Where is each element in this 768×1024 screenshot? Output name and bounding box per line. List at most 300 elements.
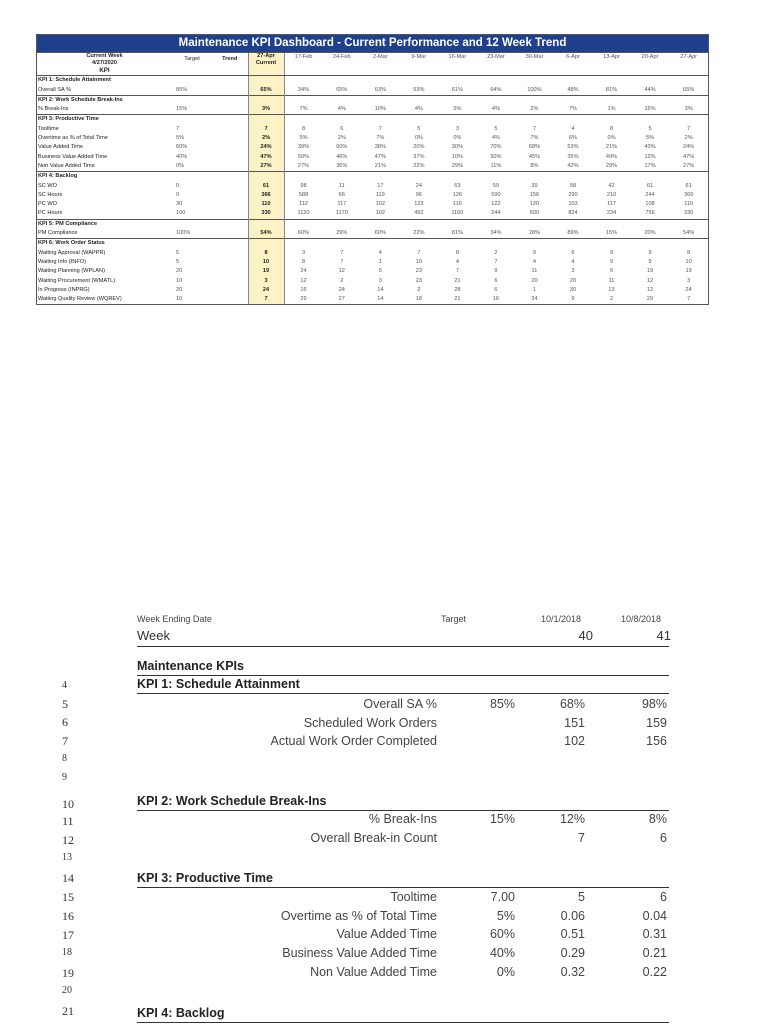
kpi-metric-label: Waiting Planning (WPLAN) — [38, 268, 105, 275]
kpi-data-row — [37, 86, 708, 96]
kpi-metric-label: Tooltime — [390, 890, 437, 904]
target-header: Target — [184, 56, 200, 63]
kpi-week-value: 42 — [608, 182, 615, 189]
kpi-week-value: 7% — [299, 106, 308, 113]
kpi-trend — [212, 134, 248, 143]
week-date-1: 10/1/2018 — [541, 614, 582, 624]
spreadsheet-row-number: 20 — [62, 985, 72, 996]
kpi-week-value: 1 — [378, 258, 382, 265]
kpi-week-value: 14 — [377, 286, 384, 293]
kpi-week-value: 2 — [494, 249, 498, 256]
week-header: 13-Apr — [603, 54, 620, 60]
kpi-week-value: 36% — [336, 162, 348, 169]
kpi-section-title: KPI 1: Schedule Attainment — [137, 677, 300, 691]
kpi-metric-label: Business Value Added Time — [282, 946, 437, 961]
kpi-week-value: 24 — [338, 286, 345, 293]
kpi-week-value: 61 — [685, 182, 692, 189]
kpi-week-value: 65% — [683, 86, 695, 93]
kpi-trend — [212, 277, 248, 286]
kpi-week-value: 492 — [414, 210, 424, 217]
kpi-week-value: 7 — [455, 268, 459, 275]
kpi-target-value: 40% — [489, 946, 515, 961]
kpi-week-value: 4% — [491, 106, 500, 113]
kpi-section-title-row — [37, 219, 708, 229]
kpi-data-row — [37, 182, 708, 191]
kpi-week-value: 9 — [532, 249, 537, 256]
kpi-current: 8 — [248, 249, 284, 258]
kpi-week-value: 0% — [414, 135, 423, 142]
kpi-week-value: 10% — [374, 106, 386, 113]
kpi-week-value: 1170 — [335, 210, 348, 217]
kpi-week-value: 9 — [571, 296, 575, 303]
kpi-week-value: 4% — [337, 106, 346, 113]
kpi-week-value: 108 — [645, 201, 655, 208]
kpi-metric-label: Overall Break-in Count — [310, 830, 437, 845]
kpi-current: 10 — [248, 258, 284, 267]
kpi-week-value: 39% — [297, 144, 310, 151]
kpi-target-value: 85% — [489, 697, 515, 711]
kpi-week-value: 9 — [494, 268, 498, 275]
kpi-week-value: 10% — [451, 153, 463, 160]
kpi-week1-value: 12% — [559, 812, 585, 826]
kpi-week1-value: 0.51 — [560, 927, 585, 942]
kpi-week-value: 27% — [297, 162, 310, 169]
kpi-week-value: 11 — [531, 268, 538, 275]
kpi-trend — [212, 229, 248, 239]
kpi-week-value: 19 — [685, 268, 692, 275]
dashboard-header-row — [37, 53, 708, 66]
kpi-week-value: 123 — [414, 201, 424, 208]
kpi-week-value: 20% — [644, 230, 656, 237]
kpi-metric-label: Overtime as % of Total Time — [38, 135, 108, 142]
spreadsheet-row-number: 14 — [62, 871, 74, 885]
target-label: Target — [441, 614, 467, 624]
kpi-week-value: 70% — [490, 144, 502, 151]
kpi-week-value: 116 — [452, 201, 462, 208]
kpi-week-value: 20% — [413, 144, 425, 151]
kpi-current: 61 — [248, 182, 284, 191]
kpi-week-value: 13 — [608, 286, 615, 293]
spreadsheet-row-number: 15 — [62, 890, 74, 904]
kpi-current: 54% — [248, 229, 284, 239]
kpi-week-value: 12% — [644, 153, 656, 160]
week-header: 6-Apr — [566, 54, 580, 60]
kpi-week-value: 210 — [606, 191, 617, 198]
kpi-trend — [212, 125, 248, 134]
dashboard-title: Maintenance KPI Dashboard - Current Performance and 12 Week Trend — [37, 35, 708, 53]
spreadsheet-row-number: 19 — [62, 966, 74, 980]
kpi-week-value: 11 — [608, 277, 615, 284]
kpi-week-value: 47% — [683, 153, 695, 160]
kpi-week-value: 81% — [451, 230, 463, 237]
kpi-week2-value: 6 — [660, 830, 667, 845]
kpi-section-title: KPI 2: Work Schedule Break-Ins — [37, 95, 172, 105]
kpi-week-value: 11% — [490, 162, 502, 169]
week-ending-row — [137, 614, 673, 626]
spreadsheet-row-number: 11 — [62, 814, 74, 828]
kpi-week2-value: 98% — [641, 697, 667, 711]
kpi-target: 10 — [176, 277, 183, 284]
kpi-trend — [212, 86, 248, 96]
kpi-section-title: KPI 4: Backlog — [37, 172, 172, 182]
kpi-target: 0% — [176, 162, 185, 169]
kpi-week-value: 0% — [453, 135, 462, 142]
kpi-week-value: 53% — [413, 86, 425, 93]
kpi-week-value: 102 — [375, 201, 385, 208]
kpi-metric-row — [137, 734, 673, 750]
kpi-target: 5 — [176, 258, 180, 265]
kpi-week-value: 126 — [452, 191, 463, 198]
kpi-week-value: 4 — [378, 249, 382, 256]
kpi-week-value: 54% — [683, 230, 695, 237]
kpi-week-value: 23 — [415, 268, 422, 275]
kpi-week-value: 46% — [336, 153, 348, 160]
spreadsheet-row-number: 21 — [62, 1004, 74, 1018]
kpi-week-value: 2% — [684, 135, 693, 142]
kpi-week-value: 7 — [340, 258, 344, 265]
week-number-1: 40 — [578, 628, 593, 643]
week-ending-label: Week Ending Date — [137, 614, 212, 624]
kpi-week-value: 110 — [684, 201, 694, 208]
kpi-week-value: 50% — [297, 153, 310, 160]
kpi-week-value: 18 — [415, 296, 422, 303]
kpi-metric-label: PC WO — [38, 201, 57, 208]
section-rule — [137, 693, 669, 694]
kpi-week-value: 38% — [374, 144, 386, 151]
kpi-week2-value: 6 — [660, 890, 667, 904]
kpi-week-value: 5% — [299, 135, 308, 142]
kpi-target-value: 5% — [496, 908, 515, 923]
kpi-week-value: 3 — [455, 125, 459, 132]
kpi-metric-label: % Break-Ins — [38, 106, 69, 113]
kpi-metric-label: Actual Work Order Completed — [270, 734, 437, 749]
kpi-week-value: 3% — [684, 106, 693, 113]
kpi-target-value: 0% — [496, 964, 515, 979]
kpi-week-value: 0% — [607, 135, 616, 142]
kpi-trend — [212, 286, 248, 295]
kpi-week-value: 49% — [605, 153, 618, 160]
kpi-week-value: 27% — [683, 162, 695, 169]
kpi-metric-label: SC WO — [38, 182, 57, 189]
kpi-week-value: 1 — [532, 286, 537, 293]
kpi-week-value: 61% — [451, 86, 463, 93]
kpi-data-row — [37, 277, 708, 286]
kpi-week-value: 119 — [375, 191, 385, 198]
kpi-week-value: 9 — [648, 249, 652, 256]
kpi-current: 65% — [248, 86, 284, 96]
kpi-week-value: 8% — [530, 162, 539, 169]
kpi-metric-label: Business Value Added Time — [38, 153, 108, 160]
kpi-section-title-row — [37, 115, 708, 125]
kpi-week-value: 6 — [609, 268, 614, 275]
kpi-week-value: 12 — [300, 277, 307, 284]
kpi-week-value: 63 — [454, 182, 461, 189]
kpi-week-value: 7 — [417, 249, 421, 256]
kpi-week-value: 68% — [528, 144, 541, 151]
kpi-metric-label: SC Hours — [38, 191, 63, 198]
kpi-metric-label: Non Value Added Time — [38, 162, 95, 169]
kpi-target-value: 60% — [489, 927, 515, 942]
kpi-dashboard-table — [36, 34, 709, 305]
spreadsheet-row-number: 8 — [62, 753, 67, 764]
kpi-current: 366 — [248, 191, 284, 200]
kpi-week-value: 4 — [571, 258, 575, 265]
kpi-week-value: 20 — [569, 277, 577, 284]
kpi-section-row — [137, 794, 673, 810]
kpi-section-row — [137, 677, 673, 693]
kpi-week1-value: 0.29 — [560, 946, 585, 961]
kpi-target: 100 — [176, 210, 186, 217]
kpi-week-value: 117 — [337, 201, 347, 208]
kpi-week-value: 12 — [338, 268, 345, 275]
kpi-data-row — [37, 143, 708, 152]
kpi-week-value: 39 — [531, 182, 538, 189]
kpi-week-value: 37% — [413, 153, 425, 160]
week-header: 27-Apr — [680, 54, 698, 60]
week-date-2: 10/8/2018 — [621, 614, 662, 624]
kpi-data-row — [37, 125, 708, 134]
kpi-week-value: 7 — [687, 125, 691, 132]
kpi-metric-label: Waiting Info (INFO) — [38, 258, 86, 265]
kpi-current: 110 — [248, 200, 284, 209]
kpi-week-value: 21 — [454, 296, 461, 303]
kpi-week-value: 1160 — [451, 210, 464, 217]
kpi-week-value: 14 — [377, 296, 384, 303]
kpi-metric-label: PC Hours — [38, 210, 63, 217]
kpi-week-value: 5% — [453, 106, 462, 113]
week-number-2: 41 — [656, 628, 671, 643]
kpi-current: 7 — [248, 295, 284, 304]
kpi-week-value: 3 — [378, 277, 382, 284]
week-header: 16-Mar — [448, 54, 467, 60]
spreadsheet-row-number: 9 — [62, 772, 67, 783]
kpi-week-value: 7 — [378, 125, 382, 132]
kpi-week-value: 3 — [301, 249, 306, 256]
kpi-week-value: 600 — [529, 210, 540, 217]
kpi-week-value: 81% — [605, 86, 618, 93]
kpi-week-value: 96 — [415, 191, 422, 198]
kpi-week-value: 59 — [492, 182, 500, 189]
kpi-week-value: 29% — [451, 162, 463, 169]
kpi-target: 100% — [176, 230, 191, 237]
kpi-week-value: 2 — [417, 286, 421, 293]
kpi-week-value: 4 — [532, 258, 537, 265]
kpi-week-value: 366 — [683, 191, 694, 198]
kpi-data-row — [37, 258, 708, 267]
kpi-week-value: 244 — [491, 210, 501, 217]
kpi-week-value: 8 — [687, 249, 691, 256]
spreadsheet-row-number: 6 — [62, 715, 68, 729]
kpi-week-value: 34% — [490, 230, 502, 237]
kpi-week-value: 824 — [568, 210, 578, 217]
kpi-data-row — [37, 162, 708, 172]
kpi-week-value: 4 — [571, 125, 575, 132]
week-header: 20-Apr — [641, 54, 659, 60]
kpi-week-value: 2 — [340, 277, 344, 284]
kpi-week-value: 2 — [609, 296, 614, 303]
kpi-week-value: 12 — [646, 286, 654, 293]
kpi-week-value: 5 — [378, 268, 382, 275]
kpi-data-row — [37, 295, 708, 304]
kpi-week-value: 588 — [298, 191, 309, 198]
kpi-week-value: 34% — [297, 86, 310, 93]
kpi-week-value: 29 — [300, 296, 307, 303]
kpi-week-value: 290 — [568, 191, 578, 198]
kpi-spreadsheet — [0, 600, 768, 1024]
kpi-week-value: 16 — [492, 296, 500, 303]
kpi-week-value: 5 — [494, 125, 498, 132]
kpi-week-value: 28 — [454, 286, 461, 293]
kpi-week-value: 5 — [417, 125, 421, 132]
maintenance-kpis-title: Maintenance KPIs — [137, 659, 244, 673]
kpi-metric-row — [137, 716, 673, 732]
spreadsheet-row-number: 7 — [62, 734, 68, 748]
spreadsheet-row-number: 17 — [62, 928, 74, 942]
kpi-data-row — [37, 249, 708, 258]
kpi-week-value: 17% — [644, 162, 656, 169]
kpi-week-value: 117 — [607, 201, 616, 208]
maintenance-title-row — [137, 659, 673, 675]
kpi-section-row — [137, 871, 673, 887]
kpi-section-title: KPI 4: Backlog — [137, 1006, 225, 1020]
kpi-week-value: 15% — [605, 230, 618, 237]
kpi-target: 5% — [176, 135, 185, 142]
kpi-week-value: 60% — [297, 230, 310, 237]
kpi-week-value: 16 — [300, 286, 307, 293]
kpi-week-value: 7 — [687, 296, 691, 303]
kpi-week-value: 28% — [528, 230, 541, 237]
kpi-metric-row — [137, 946, 673, 962]
kpi-metric-label: Value Added Time — [38, 144, 83, 151]
header-rule — [137, 646, 669, 647]
kpi-section-title-row — [37, 95, 708, 105]
kpi-week-value: 10 — [685, 258, 692, 265]
kpi-week-value: 24 — [531, 296, 538, 303]
kpi-week-value: 89% — [567, 230, 579, 237]
kpi-week-value: 1% — [607, 106, 616, 113]
kpi-metric-row — [137, 927, 673, 943]
kpi-metric-row — [137, 890, 673, 906]
week-label: Week — [137, 628, 170, 643]
kpi-trend — [212, 249, 248, 258]
kpi-week-value: 21% — [605, 144, 618, 151]
kpi-week-value: 756 — [645, 210, 655, 217]
kpi-week-value: 44% — [644, 86, 656, 93]
kpi-week-value: 122 — [491, 201, 501, 208]
kpi-trend — [212, 295, 248, 304]
kpi-week-value: 47% — [374, 153, 386, 160]
kpi-metric-label: Tooltime — [38, 125, 59, 132]
kpi-week-value: 23 — [415, 277, 422, 284]
kpi-current: 27% — [248, 162, 284, 172]
kpi-metric-label: % Break-Ins — [368, 812, 437, 826]
kpi-week-value: 3 — [687, 277, 691, 284]
kpi-week1-value: 7 — [578, 830, 585, 845]
kpi-target-value: 7.00 — [490, 890, 515, 904]
kpi-metric-label: In Progress (INPRG) — [38, 286, 90, 293]
kpi-week-value: 244 — [645, 191, 655, 198]
kpi-section-title-row — [37, 76, 708, 86]
kpi-week-value: 43% — [644, 144, 656, 151]
kpi-target: 0 — [176, 191, 180, 198]
kpi-label-row — [37, 66, 708, 76]
kpi-section-title: KPI 5: PM Compliance — [37, 219, 172, 229]
kpi-week-value: 102 — [375, 210, 385, 217]
current-week-header: Current Week 4/27/2020 — [86, 53, 123, 66]
kpi-data-row — [37, 286, 708, 295]
kpi-week2-value: 0.21 — [642, 946, 667, 961]
kpi-data-row — [37, 200, 708, 209]
kpi-current: 3% — [248, 105, 284, 115]
trend-header: Trend — [222, 56, 238, 63]
kpi-metric-row — [137, 965, 673, 981]
kpi-week-value: 19 — [646, 268, 654, 275]
kpi-data-row — [37, 191, 708, 200]
kpi-week2-value: 0.04 — [642, 908, 667, 923]
week-row — [137, 628, 673, 644]
kpi-week-value: 5% — [646, 135, 655, 142]
kpi-trend — [212, 182, 248, 191]
kpi-target: 7 — [176, 125, 180, 132]
spreadsheet-row-number: 4 — [62, 680, 67, 691]
spreadsheet-row-number: 13 — [62, 852, 72, 863]
kpi-week-value: 42% — [567, 162, 579, 169]
kpi-week-value: 2% — [530, 106, 539, 113]
kpi-week-value: 50% — [490, 153, 502, 160]
kpi-week-value: 29% — [605, 162, 618, 169]
kpi-week2-value: 8% — [648, 812, 667, 826]
week-header: 9-Mar — [411, 54, 427, 60]
kpi-trend — [212, 153, 248, 162]
spreadsheet-row-number: 10 — [62, 797, 74, 811]
section-rule — [137, 675, 669, 676]
kpi-data-row — [37, 105, 708, 115]
kpi-target: 15% — [176, 106, 188, 113]
kpi-week-value: 7% — [568, 106, 578, 113]
kpi-data-row — [37, 153, 708, 162]
kpi-week-value: 22% — [413, 230, 425, 237]
kpi-target: 10 — [176, 296, 183, 303]
kpi-week-value: 17 — [377, 182, 384, 189]
kpi-week1-value: 68% — [559, 697, 585, 711]
kpi-week-value: 24 — [685, 286, 692, 293]
kpi-week-value: 4 — [455, 258, 459, 265]
kpi-week-value: 98 — [300, 182, 307, 189]
kpi-metric-label: Scheduled Work Orders — [303, 715, 437, 730]
kpi-week-value: 16% — [644, 106, 656, 113]
kpi-week-value: 11 — [338, 182, 345, 189]
kpi-data-row — [37, 267, 708, 276]
kpi-week-value: 7 — [494, 258, 498, 265]
kpi-trend — [212, 191, 248, 200]
kpi-week-value: 2% — [337, 135, 346, 142]
kpi-week-value: 1120 — [297, 210, 310, 217]
kpi-data-row — [37, 134, 708, 143]
spreadsheet-row-number: 5 — [62, 697, 68, 711]
spreadsheet-row-number: 16 — [62, 909, 74, 923]
kpi-trend — [212, 162, 248, 172]
kpi-week-value: 27 — [338, 296, 345, 303]
kpi-target: 5 — [176, 249, 180, 256]
spreadsheet-row-number: 18 — [62, 947, 72, 958]
kpi-week2-value: 159 — [646, 715, 667, 730]
week-header: 2-Mar — [373, 54, 388, 60]
kpi-week-value: 24 — [300, 268, 307, 275]
kpi-week-value: 590 — [491, 191, 501, 198]
kpi-week-value: 63% — [374, 86, 386, 93]
kpi-week-value: 4% — [414, 106, 423, 113]
kpi-week2-value: 0.22 — [642, 964, 667, 979]
